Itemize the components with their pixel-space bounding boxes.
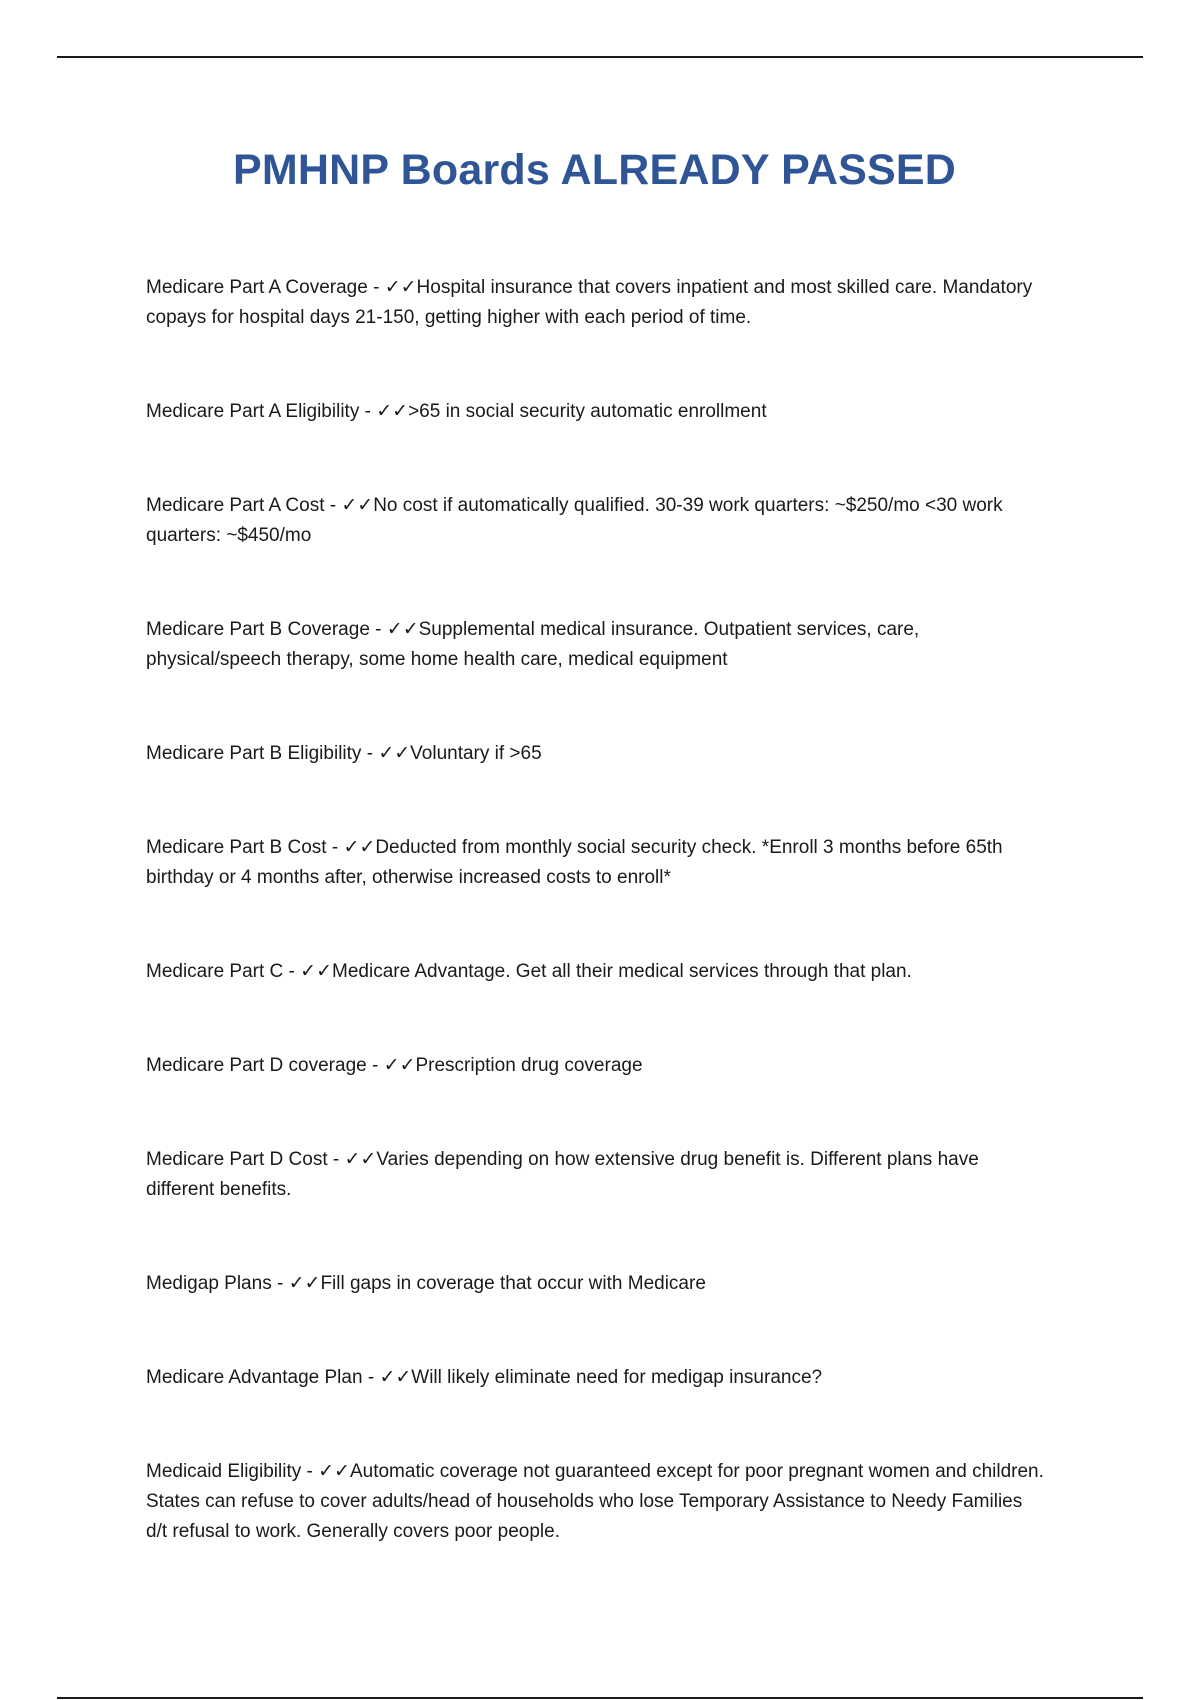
entry-separator: - bbox=[359, 401, 377, 422]
entry-separator: - bbox=[271, 1273, 289, 1294]
double-check-icon: ✓✓ bbox=[383, 1054, 416, 1076]
entry-term: Medicare Part A Cost bbox=[146, 495, 325, 516]
entry-definition: Deducted from monthly social security check. *Enroll 3 months before 65th birthday or 4 months after, otherwise increased costs to enroll* bbox=[146, 837, 1003, 888]
entry-definition: Medicare Advantage. Get all their medical services through that plan. bbox=[332, 961, 912, 982]
flashcard-entry bbox=[146, 832, 1046, 893]
entry-definition: Prescription drug coverage bbox=[415, 1055, 643, 1076]
entry-separator: - bbox=[326, 837, 344, 858]
flashcard-entry bbox=[146, 272, 1046, 333]
entry-term: Medicare Part D Cost bbox=[146, 1149, 328, 1170]
double-check-icon: ✓✓ bbox=[376, 400, 409, 422]
double-check-icon: ✓✓ bbox=[386, 618, 419, 640]
entry-term: Medicare Part B Cost bbox=[146, 837, 327, 858]
entry-separator: - bbox=[301, 1461, 319, 1482]
bottom-rule bbox=[57, 1697, 1143, 1699]
double-check-icon: ✓✓ bbox=[379, 1366, 412, 1388]
entry-separator: - bbox=[327, 1149, 345, 1170]
entry-definition: Will likely eliminate need for medigap insurance? bbox=[411, 1367, 823, 1388]
document-title: PMHNP Boards ALREADY PASSED bbox=[233, 146, 957, 194]
flashcard-entry bbox=[146, 1144, 1046, 1205]
entry-term: Medicare Part B Coverage bbox=[146, 619, 370, 640]
entry-term: Medicare Part B Eligibility bbox=[146, 743, 362, 764]
entry-term: Medicare Part A Eligibility bbox=[146, 401, 360, 422]
flashcard-entry bbox=[146, 490, 1046, 551]
entry-term: Medicare Part C bbox=[146, 961, 284, 982]
entry-definition: Voluntary if >65 bbox=[410, 743, 542, 764]
flashcard-entry bbox=[146, 614, 1046, 675]
entry-term: Medicaid Eligibility bbox=[146, 1461, 302, 1482]
double-check-icon: ✓✓ bbox=[378, 742, 411, 764]
entry-term: Medicare Part A Coverage bbox=[146, 277, 368, 298]
entry-definition: Supplemental medical insurance. Outpatient services, care, physical/speech therapy, some home health care, medical equipment bbox=[146, 619, 920, 670]
entry-definition: >65 in social security automatic enrollment bbox=[408, 401, 767, 422]
top-rule bbox=[57, 56, 1143, 58]
double-check-icon: ✓✓ bbox=[318, 1460, 350, 1482]
entry-separator: - bbox=[362, 1367, 380, 1388]
flashcard-entry bbox=[146, 1362, 1046, 1393]
double-check-icon: ✓✓ bbox=[344, 1148, 377, 1170]
double-check-icon: ✓✓ bbox=[341, 494, 374, 516]
entry-term: Medigap Plans bbox=[146, 1273, 272, 1294]
double-check-icon: ✓✓ bbox=[384, 276, 417, 298]
entry-definition: Hospital insurance that covers inpatient and most skilled care. Mandatory copays for hospital days 21-150, getting higher with each period of time. bbox=[146, 277, 1033, 328]
double-check-icon: ✓✓ bbox=[343, 836, 376, 858]
double-check-icon: ✓✓ bbox=[300, 960, 333, 982]
flashcard-list bbox=[146, 272, 1046, 1610]
entry-separator: - bbox=[283, 961, 301, 982]
entry-term: Medicare Advantage Plan bbox=[146, 1367, 363, 1388]
entry-separator: - bbox=[367, 277, 385, 298]
entry-definition: Fill gaps in coverage that occur with Medicare bbox=[320, 1273, 706, 1294]
flashcard-entry bbox=[146, 1456, 1046, 1547]
flashcard-entry bbox=[146, 396, 1046, 427]
double-check-icon: ✓✓ bbox=[288, 1272, 321, 1294]
entry-separator: - bbox=[369, 619, 387, 640]
flashcard-entry bbox=[146, 1268, 1046, 1299]
entry-term: Medicare Part D coverage bbox=[146, 1055, 367, 1076]
entry-separator: - bbox=[361, 743, 379, 764]
flashcard-entry bbox=[146, 738, 1046, 769]
entry-definition: Automatic coverage not guaranteed except for poor pregnant women and children. States can refuse to cover adults/head of households who lose Temporary Assistance to Needy Families d/t refusal to work. Generally covers poor people. bbox=[146, 1461, 1044, 1542]
entry-separator: - bbox=[324, 495, 342, 516]
entry-separator: - bbox=[366, 1055, 384, 1076]
flashcard-entry bbox=[146, 956, 1046, 987]
entry-definition: No cost if automatically qualified. 30-39 work quarters: ~$250/mo <30 work quarters: ~$450/mo bbox=[146, 495, 1003, 546]
entry-definition: Varies depending on how extensive drug benefit is. Different plans have different benefits. bbox=[146, 1149, 979, 1200]
flashcard-entry bbox=[146, 1050, 1046, 1081]
